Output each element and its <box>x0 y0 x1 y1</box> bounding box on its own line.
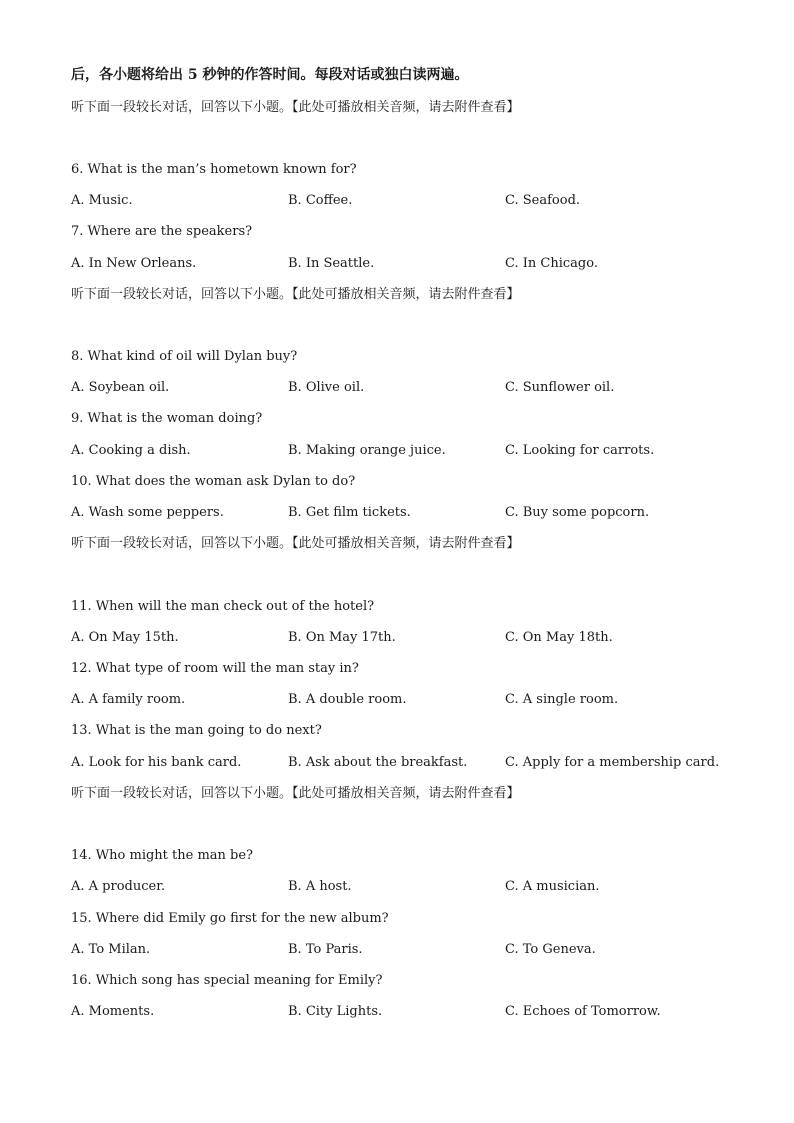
question-11: 11. When will the man check out of the hotel? <box>71 599 375 614</box>
q6-option-a: A. Music. <box>71 193 133 208</box>
q12-option-c: C. A single room. <box>505 692 619 707</box>
question-10: 10. What does the woman ask Dylan to do? <box>71 474 356 489</box>
q12-option-b: B. A double room. <box>288 692 407 707</box>
q11-option-b: B. On May 17th. <box>288 630 396 645</box>
q14-option-b: B. A host. <box>288 879 352 894</box>
q15-option-a: A. To Milan. <box>71 942 151 957</box>
q15-option-c: C. To Geneva. <box>505 942 596 957</box>
q10-option-c: C. Buy some popcorn. <box>505 505 650 520</box>
q9-option-a: A. Cooking a dish. <box>71 443 191 458</box>
question-6: 6. What is the man’s hometown known for? <box>71 162 357 177</box>
q16-option-a: A. Moments. <box>71 1004 155 1019</box>
q9-option-c: C. Looking for carrots. <box>505 443 655 458</box>
question-14: 14. Who might the man be? <box>71 848 254 863</box>
q8-option-c: C. Sunflower oil. <box>505 380 615 395</box>
q6-option-b: B. Coffee. <box>288 193 353 208</box>
question-15: 15. Where did Emily go first for the new album? <box>71 911 389 926</box>
question-13: 13. What is the man going to do next? <box>71 723 322 738</box>
q8-option-b: B. Olive oil. <box>288 380 365 395</box>
q11-option-a: A. On May 15th. <box>71 630 179 645</box>
q13-option-b: B. Ask about the breakfast. <box>288 755 468 770</box>
question-16: 16. Which song has special meaning for Emily? <box>71 973 383 988</box>
q12-option-a: A. A family room. <box>71 692 186 707</box>
section-header-1: 听下面一段较长对话，回答以下小题。【此处可播放相关音频，请去附件查看】 <box>71 100 520 115</box>
q8-option-a: A. Soybean oil. <box>71 380 170 395</box>
q10-option-a: A. Wash some peppers. <box>71 505 224 520</box>
q13-option-c: C. Apply for a membership card. <box>505 755 720 770</box>
section-header-4: 听下面一段较长对话，回答以下小题。【此处可播放相关音频，请去附件查看】 <box>71 786 520 801</box>
question-12: 12. What type of room will the man stay in? <box>71 661 359 676</box>
q6-option-c: C. Seafood. <box>505 193 581 208</box>
q16-option-c: C. Echoes of Tomorrow. <box>505 1004 661 1019</box>
q7-option-c: C. In Chicago. <box>505 256 598 271</box>
q10-option-b: B. Get film tickets. <box>288 505 411 520</box>
section-header-2: 听下面一段较长对话，回答以下小题。【此处可播放相关音频，请去附件查看】 <box>71 287 520 302</box>
q9-option-b: B. Making orange juice. <box>288 443 446 458</box>
question-8: 8. What kind of oil will Dylan buy? <box>71 349 298 364</box>
q13-option-a: A. Look for his bank card. <box>71 755 242 770</box>
q14-option-a: A. A producer. <box>71 879 166 894</box>
question-9: 9. What is the woman doing? <box>71 411 263 426</box>
section-header-3: 听下面一段较长对话，回答以下小题。【此处可播放相关音频，请去附件查看】 <box>71 536 520 551</box>
question-7: 7. Where are the speakers? <box>71 224 253 239</box>
q11-option-c: C. On May 18th. <box>505 630 613 645</box>
q7-option-a: A. In New Orleans. <box>71 256 197 271</box>
q16-option-b: B. City Lights. <box>288 1004 383 1019</box>
q15-option-b: B. To Paris. <box>288 942 363 957</box>
instructions-intro: 后，各小题将给出 5 秒钟的作答时间。每段对话或独白读两遍。 <box>71 67 469 83</box>
q14-option-c: C. A musician. <box>505 879 600 894</box>
q7-option-b: B. In Seattle. <box>288 256 375 271</box>
